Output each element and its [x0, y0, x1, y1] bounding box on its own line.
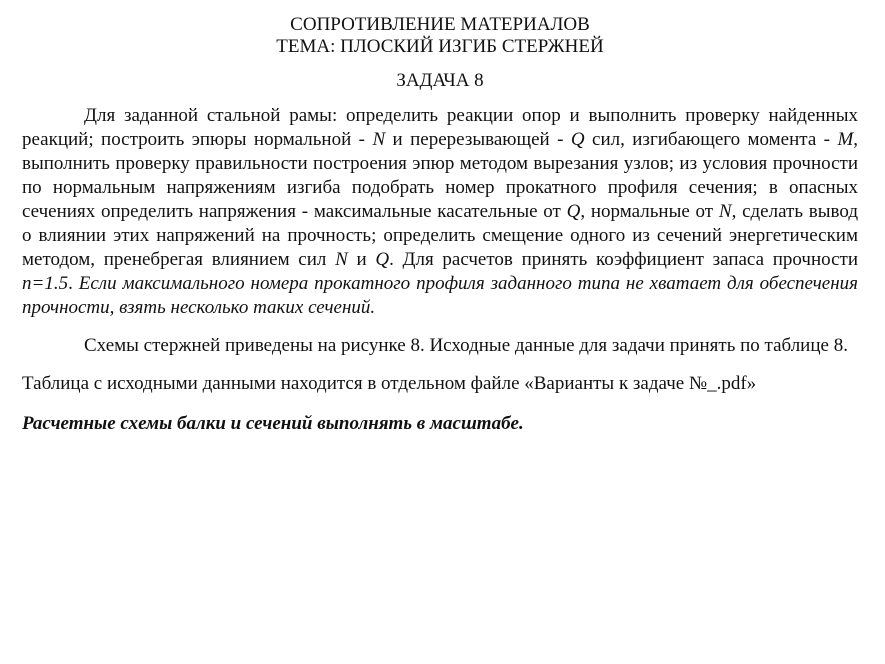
symbol-n-1: N [372, 129, 386, 150]
main-text-4: , выполнить проверку правильности построения эпюр методом вырезания узлов; из условия прочности по нормальным напряжениям изгиба подобрать номер прокатного профиля сечения; в опасных сечениях определить напряжения - максимальные касательные от [22, 129, 859, 222]
main-text-7: и [347, 249, 376, 270]
table-paragraph: Таблица с исходными данными находится в отдельном файле «Варианты к задаче №_.pdf» [22, 373, 757, 394]
symbol-q-1: Q [570, 129, 585, 150]
italic-note: Если максимального номера прокатного профиля заданного типа не хватает для обеспечения прочности, взять несколько таких сечений. [22, 273, 858, 318]
main-text-3: сил, изгибающего момента - [584, 129, 838, 150]
safety-factor: n=1.5 [22, 273, 69, 294]
main-text-2: и перерезывающей - [385, 129, 571, 150]
main-text-8: . Для расчетов принять коэффициент запаса прочности [389, 249, 858, 270]
topic-title: ТЕМА: ПЛОСКИЙ ИЗГИБ СТЕРЖНЕЙ [276, 36, 604, 57]
schemes-paragraph: Схемы стержней приведены на рисунке 8. Исходные данные для задачи принять по таблице 8. [84, 335, 848, 356]
main-text-5: , нормальные от [580, 201, 719, 222]
symbol-q-3: Q [375, 249, 390, 270]
document-page [22, 14, 858, 436]
subject-title: СОПРОТИВЛЕНИЕ МАТЕРИАЛОВ [290, 14, 590, 35]
main-paragraph [22, 104, 858, 320]
symbol-n-3: N [335, 249, 348, 270]
task-heading: ЗАДАЧА 8 [396, 70, 484, 91]
main-text-1: Для заданной стальной рамы: определить реакции опор и выполнить проверку найденных реакций; построить эпюры нормальной - [22, 105, 858, 150]
final-note: Расчетные схемы балки и сечений выполнять в масштабе. [22, 413, 524, 434]
symbol-m: M [837, 129, 854, 150]
main-text-6: , сделать вывод о влиянии этих напряжений на прочность; определить смещение одного из сечений энергетическим методом, пренебрегая влиянием сил [22, 201, 858, 270]
symbol-q-2: Q [566, 201, 581, 222]
title-block [22, 14, 858, 58]
symbol-n-2: N [718, 201, 732, 222]
main-text-9: . [68, 273, 73, 294]
